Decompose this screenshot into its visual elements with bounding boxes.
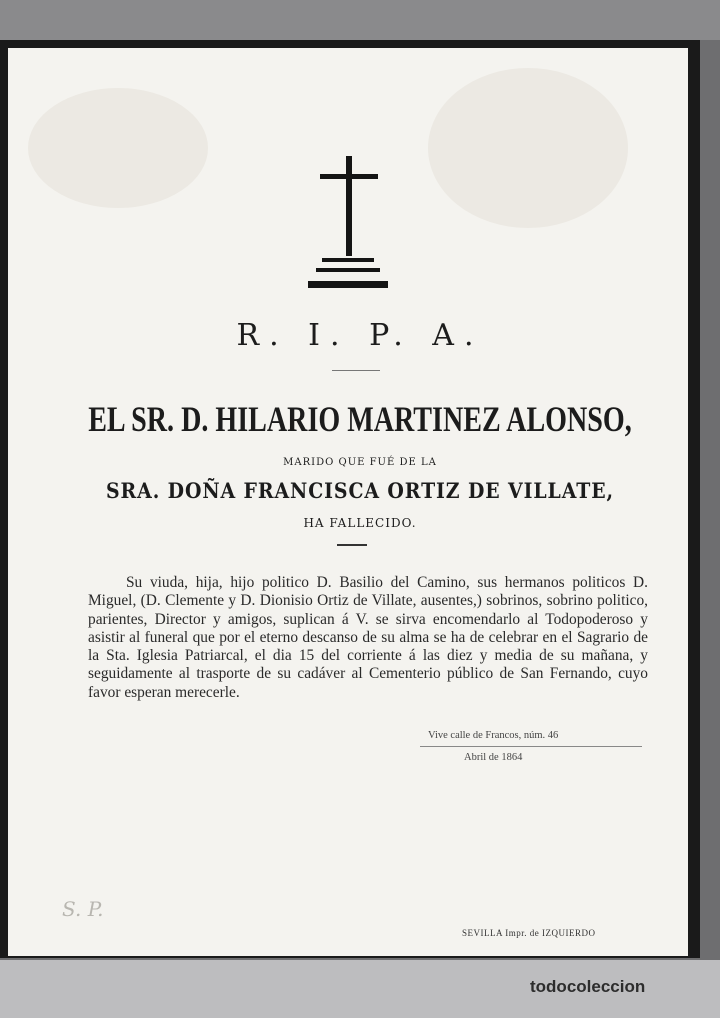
cross-icon (0, 0, 720, 300)
ripa-heading: R. I. P. A. (236, 318, 484, 353)
deceased-name: EL SR. D. HILARIO MARTINEZ ALONSO, (88, 399, 632, 439)
printer-imprint: SEVILLA Impr. de IZQUIERDO (462, 928, 596, 938)
date-line: Abril de 1864 (464, 752, 523, 763)
wife-name: SRA. DOÑA FRANCISCA ORTIZ DE VILLATE, (105, 478, 614, 503)
has-died-label: HA FALLECIDO. (303, 516, 417, 530)
divider (332, 370, 380, 371)
watermark: todocoleccion (530, 977, 646, 996)
husband-of-label: MARIDO QUE FUÉ DE LA (283, 457, 437, 468)
notice-body: Su viuda, hija, hijo politico D. Basilio del Camino, sus hermanos politicos D. Miguel, (D. Clemente y D. Dionisio Ortiz de Villate, ausentes,) sobrinos, sobrino politico, parientes, Director y amigos, suplican á V. se sirva encomendarlo al Todopoderoso y asistir al funeral que por el eterno descanso de su alma se ha de celebrar en el Sagrario de la Sta. Iglesia Patriarcal, el dia 15 del corriente á las diez y media de su mañana, y seguidamente al trasporte de su cadáver al Cementerio público de San Fernando, cuyo favor esperan merecerle. (88, 574, 648, 701)
address-line: Vive calle de Francos, núm. 46 (428, 730, 559, 741)
divider (420, 746, 642, 747)
monogram-text: S. P. (62, 897, 104, 921)
monogram-icon (58, 892, 138, 926)
divider (337, 544, 367, 546)
